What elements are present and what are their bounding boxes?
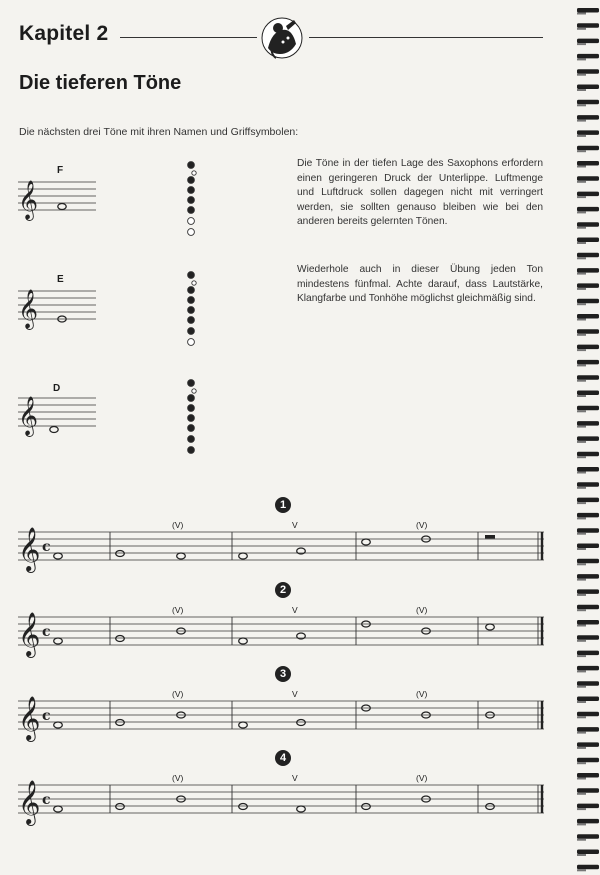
spiral-ring	[577, 8, 599, 13]
spiral-ring	[577, 589, 599, 594]
spiral-ring	[577, 865, 599, 870]
fingering-hole-3	[188, 287, 195, 294]
breath-mark: V	[292, 605, 298, 615]
spiral-ring	[577, 268, 599, 273]
breath-mark: V	[292, 520, 298, 530]
spiral-ring	[577, 436, 599, 441]
breath-mark: V	[292, 773, 298, 783]
whole-note	[116, 720, 125, 726]
fingering-hole-8	[188, 447, 195, 454]
exercise-staff-2	[16, 602, 546, 658]
spiral-ring	[577, 620, 599, 625]
common-time-icon: c	[42, 792, 51, 808]
spiral-ring	[577, 834, 599, 839]
exercise-number-1: 1	[275, 497, 291, 513]
spiral-ring	[577, 238, 599, 243]
spiral-ring	[577, 100, 599, 105]
note-name-f: F	[57, 165, 64, 176]
treble-clef-icon: 𝄞	[18, 612, 41, 656]
fingering-hole-5	[188, 415, 195, 422]
spiral-ring	[577, 467, 599, 472]
whole-note	[486, 804, 495, 810]
breath-mark: (V)	[172, 689, 184, 699]
spiral-ring	[577, 207, 599, 212]
spiral-ring	[577, 192, 599, 197]
fingering-hole-7	[188, 436, 195, 443]
fingering-hole-4	[188, 297, 195, 304]
whole-note	[239, 553, 248, 559]
spiral-ring	[577, 161, 599, 166]
whole-note	[177, 553, 186, 559]
fingering-hole-4	[188, 405, 195, 412]
fingering-hole-7	[188, 328, 195, 335]
exercise-staff-3	[16, 686, 546, 742]
spiral-ring	[577, 788, 599, 793]
whole-note	[239, 638, 248, 644]
fingering-hole-1	[188, 380, 195, 387]
exercise-staff-1	[16, 517, 546, 573]
note-name-e: E	[57, 274, 64, 285]
fingering-hole-6	[188, 207, 195, 214]
fingering-hole-1	[188, 162, 195, 169]
whole-note	[54, 806, 63, 812]
spiral-binding	[574, 0, 600, 875]
svg-text:𝄞: 𝄞	[18, 289, 39, 329]
fingering-chart-d	[183, 378, 199, 468]
spiral-ring	[577, 758, 599, 763]
fingering-hole-3	[188, 177, 195, 184]
whole-note	[362, 804, 371, 810]
spiral-ring	[577, 819, 599, 824]
spiral-ring	[577, 115, 599, 120]
spiral-ring	[577, 39, 599, 44]
treble-clef-icon: 𝄞	[18, 696, 41, 740]
whole-rest-icon	[485, 535, 495, 539]
spiral-ring	[577, 345, 599, 350]
fingering-hole-2	[192, 389, 196, 393]
exercise-number-4: 4	[275, 750, 291, 766]
spiral-ring	[577, 329, 599, 334]
breath-mark: (V)	[416, 605, 428, 615]
chapter-rule-left	[120, 37, 257, 38]
breath-mark: (V)	[416, 773, 428, 783]
spiral-ring	[577, 635, 599, 640]
fingering-hole-2	[192, 281, 196, 285]
fingering-hole-6	[188, 317, 195, 324]
fingering-hole-5	[188, 197, 195, 204]
spiral-ring	[577, 804, 599, 809]
svg-text:𝄞: 𝄞	[18, 396, 39, 436]
breath-mark: (V)	[172, 520, 184, 530]
spiral-ring	[577, 146, 599, 151]
chapter-title: Kapitel 2	[19, 22, 109, 45]
spiral-ring	[577, 314, 599, 319]
spiral-ring	[577, 574, 599, 579]
common-time-icon: c	[42, 624, 51, 640]
breath-mark: (V)	[172, 605, 184, 615]
intro-text: Die nächsten drei Töne mit ihren Namen und Griffsymbolen:	[19, 126, 299, 138]
spiral-ring	[577, 360, 599, 365]
whole-note	[239, 722, 248, 728]
whole-note	[116, 551, 125, 557]
whole-note	[239, 804, 248, 810]
spiral-ring	[577, 727, 599, 732]
spiral-ring	[577, 681, 599, 686]
treble-clef-icon: 𝄞	[18, 180, 39, 220]
whole-note	[486, 624, 495, 630]
section-title: Die tieferen Töne	[19, 72, 182, 94]
paragraph-practice-tip: Wiederhole auch in dieser Übung jeden Ton mindestens fünfmal. Achte darauf, dass Lautstärke, Klangfarbe und Tonhöhe möglichst gleichmäßig sind.	[297, 264, 543, 304]
whole-note	[116, 804, 125, 810]
spiral-ring	[577, 85, 599, 90]
breath-mark: (V)	[172, 773, 184, 783]
spiral-ring	[577, 391, 599, 396]
fingering-hole-2	[192, 171, 196, 175]
treble-clef-icon: 𝄞	[18, 780, 41, 824]
breath-mark: V	[292, 689, 298, 699]
fingering-hole-5	[188, 307, 195, 314]
whole-note	[54, 638, 63, 644]
fingering-hole-8	[188, 339, 195, 346]
exercise-staff-4	[16, 770, 546, 826]
spiral-ring	[577, 666, 599, 671]
spiral-ring	[577, 130, 599, 135]
spiral-ring	[577, 54, 599, 59]
whole-note	[297, 806, 306, 812]
common-time-icon: c	[42, 539, 51, 555]
whole-note	[54, 722, 63, 728]
fingering-hole-3	[188, 395, 195, 402]
spiral-ring	[577, 513, 599, 518]
spiral-ring	[577, 406, 599, 411]
spiral-ring	[577, 283, 599, 288]
treble-clef-icon: 𝄞	[18, 527, 41, 571]
fingering-hole-7	[188, 218, 195, 225]
spiral-ring	[577, 176, 599, 181]
fingering-hole-4	[188, 187, 195, 194]
whole-note	[116, 636, 125, 642]
spiral-ring	[577, 482, 599, 487]
breath-mark: (V)	[416, 520, 428, 530]
staff-note-e	[16, 285, 98, 331]
whole-note	[54, 553, 63, 559]
spiral-ring	[577, 23, 599, 28]
chapter-rule-right	[309, 37, 543, 38]
note-name-d: D	[53, 383, 61, 394]
spiral-ring	[577, 498, 599, 503]
fingering-chart-f	[183, 160, 199, 250]
spiral-ring	[577, 712, 599, 717]
staff-note-d	[16, 392, 98, 438]
exercise-number-2: 2	[275, 582, 291, 598]
spiral-ring	[577, 850, 599, 855]
spiral-ring	[577, 773, 599, 778]
spiral-ring	[577, 421, 599, 426]
saxophonist-logo-icon	[258, 14, 306, 62]
spiral-ring	[577, 528, 599, 533]
spiral-ring	[577, 605, 599, 610]
fingering-hole-1	[188, 272, 195, 279]
spiral-ring	[577, 69, 599, 74]
breath-mark: (V)	[416, 689, 428, 699]
spiral-ring	[577, 742, 599, 747]
spiral-ring	[577, 651, 599, 656]
spiral-ring	[577, 544, 599, 549]
whole-note	[362, 539, 371, 545]
fingering-hole-6	[188, 425, 195, 432]
spiral-ring	[577, 697, 599, 702]
exercise-number-3: 3	[275, 666, 291, 682]
staff-note-f	[16, 176, 98, 222]
whole-note	[297, 720, 306, 726]
spiral-ring	[577, 253, 599, 257]
fingering-hole-8	[188, 229, 195, 236]
spiral-ring	[577, 299, 599, 304]
paragraph-low-register: Die Töne in der tiefen Lage des Saxophons erfordern einen geringeren Druck der Unterlippe. Luftmenge und Luftdruck sollen dagegen nicht mit verringert werden, sie sollten genauso bleiben wie bei den anderen bereits gelernten Tönen.	[297, 158, 543, 227]
spiral-ring	[577, 452, 599, 457]
spiral-ring	[577, 559, 599, 564]
spiral-ring	[577, 222, 599, 227]
fingering-chart-e	[183, 270, 199, 360]
common-time-icon: c	[42, 708, 51, 724]
spiral-ring	[577, 375, 599, 380]
